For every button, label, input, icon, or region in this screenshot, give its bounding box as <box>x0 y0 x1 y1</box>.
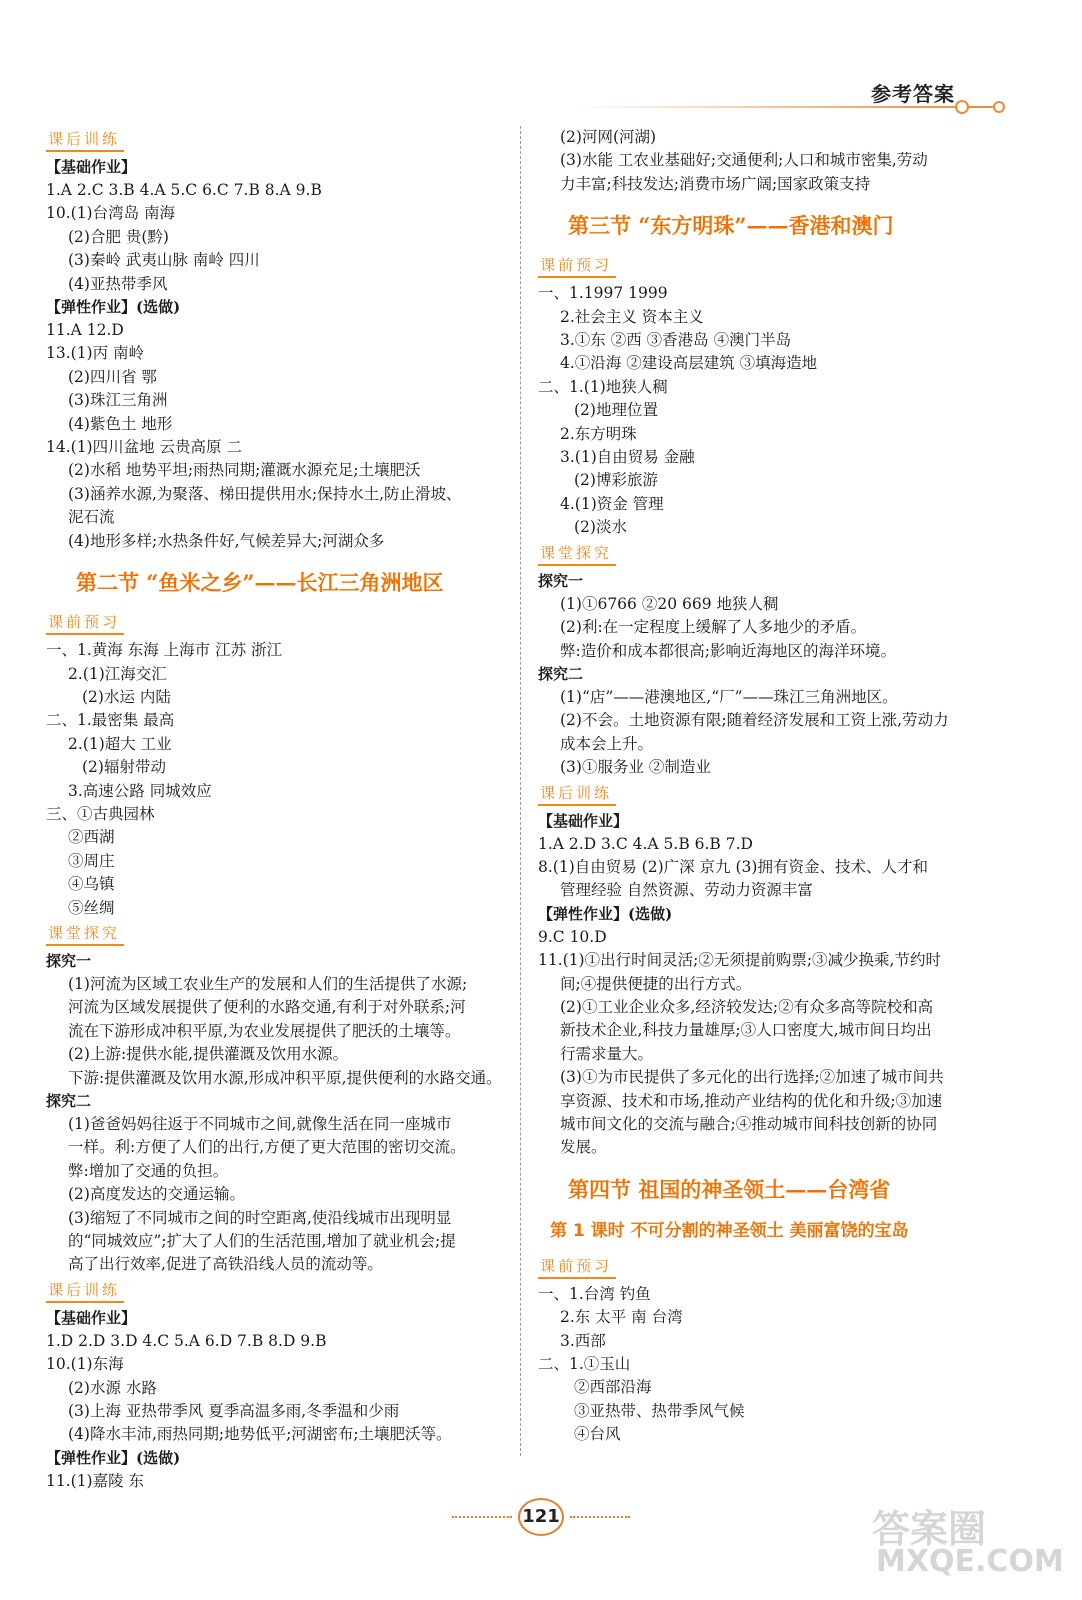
answer-line: 力丰富;科技发达;消费市场广阔;国家政策支持 <box>560 174 871 193</box>
answer-line: ③亚热带、热带季风气候 <box>574 1401 745 1420</box>
section-tag: 课前预习 <box>538 1255 616 1279</box>
answer-line: 二、1.最密集 最高 <box>46 711 175 730</box>
answer-line: (4)地形多样;水热条件好,气候差异大;河湖众多 <box>68 531 385 550</box>
answer-line: (2)不会。土地资源有限;随着经济发展和工资上涨,劳动力 <box>560 711 949 730</box>
answer-line: 城市间文化的交流与融合;④推动城市间科技创新的协同 <box>560 1115 938 1133</box>
section-tag-row <box>538 252 1008 282</box>
section-tag: 课后训练 <box>46 1279 124 1303</box>
sub-heading: 【基础作业】 <box>46 1308 137 1327</box>
answer-line: (2)合肥 贵(黔) <box>68 227 169 246</box>
answer-line: 1.A 2.D 3.C 4.A 5.B 6.B 7.D <box>538 834 753 853</box>
answer-line: 二、1.①玉山 <box>538 1355 631 1374</box>
answer-line: 14.(1)四川盆地 云贵高原 二 <box>46 438 242 457</box>
answer-line: (3)涵养水源,为聚落、梯田提供用水;保持水土,防止滑坡、 <box>68 484 462 503</box>
answer-line: (2)博彩旅游 <box>574 471 658 490</box>
answer-line: (4)紫色土 地形 <box>68 414 173 433</box>
sub-heading: 探究一 <box>538 571 584 590</box>
answer-line: 2.(1)超大 工业 <box>68 734 172 753</box>
footer-dots-right <box>570 1516 630 1518</box>
answer-line: ②西部沿海 <box>574 1378 652 1397</box>
answer-line: (3)秦岭 武夷山脉 南岭 四川 <box>68 251 260 270</box>
header-circle-ornament <box>955 100 969 114</box>
answer-line: (1)①6766 ②20 669 地狭人稠 <box>560 594 779 613</box>
section-tag-row <box>46 609 514 639</box>
answer-line: (3)①服务业 ②制造业 <box>560 758 711 777</box>
answer-line: 2.东 太平 南 台湾 <box>560 1308 683 1327</box>
answer-line: (4)亚热带季风 <box>68 274 168 293</box>
footer-dots-left <box>452 1516 512 1518</box>
answer-line: ②西湖 <box>68 828 115 847</box>
watermark-line2: MXQE.COM <box>876 1544 1064 1579</box>
sub-heading: 探究二 <box>538 664 584 683</box>
section-tag: 课堂探究 <box>46 922 124 946</box>
answer-line: ④乌镇 <box>68 875 115 894</box>
sub-heading: 【弹性作业】(选做) <box>46 1448 181 1467</box>
answer-line: 的“同城效应”;扩大了人们的生活范围,增加了就业机会;提 <box>68 1232 456 1251</box>
answer-line: (2)四川省 鄂 <box>68 367 157 386</box>
answer-line: (2)高度发达的交通运输。 <box>68 1185 245 1204</box>
sub-heading: 【弹性作业】(选做) <box>538 904 673 923</box>
answer-line: 一、1.台湾 钓鱼 <box>538 1284 651 1303</box>
answer-line: 发展。 <box>560 1138 607 1157</box>
answer-line: 高了出行效率,促进了高铁沿线人员的流动等。 <box>68 1255 383 1274</box>
sub-heading: 【弹性作业】(选做) <box>46 298 181 317</box>
section-tag-row <box>46 920 514 950</box>
answer-line: 管理经验 自然资源、劳动力资源丰富 <box>560 881 813 900</box>
answer-line: 1.A 2.C 3.B 4.A 5.C 6.C 7.B 8.A 9.B <box>46 181 322 199</box>
column-divider <box>520 126 521 1456</box>
lesson-heading: 第 1 课时 不可分割的神圣领土 美丽富饶的宝岛 <box>550 1220 909 1241</box>
answer-line: 下游:提供灌溉及饮用水源,形成冲积平原,提供便利的水路交通。 <box>68 1068 502 1087</box>
answer-line: (2)辐射带动 <box>82 758 166 777</box>
answer-line: 一、1.1997 1999 <box>538 284 668 303</box>
answer-line: 3.西部 <box>560 1331 606 1350</box>
answer-line: (2)淡水 <box>574 518 627 537</box>
header-rule-stub <box>969 106 995 108</box>
answer-line: 2.社会主义 资本主义 <box>560 307 704 326</box>
page-number: 121 <box>518 1498 564 1536</box>
answer-line: 间;④提供便捷的出行方式。 <box>560 974 752 993</box>
answer-line: 泥石流 <box>68 508 115 527</box>
watermark-line1: 答案圈 <box>872 1507 987 1551</box>
sub-heading: 探究二 <box>46 1092 92 1110</box>
answer-line: 10.(1)东海 <box>46 1355 124 1374</box>
section-heading: 第二节 “鱼米之乡”——长江三角洲地区 <box>76 570 444 596</box>
answer-line: 弊:增加了交通的负担。 <box>68 1161 229 1180</box>
answer-line: 3.①东 ②西 ③香港岛 ④澳门半岛 <box>560 331 792 350</box>
answer-line: 行需求量大。 <box>560 1044 654 1063</box>
header-circle-ornament-small <box>993 101 1005 113</box>
header-title: 参考答案 <box>871 82 955 106</box>
section-tag-row <box>46 1277 514 1307</box>
answer-line: (2)利:在一定程度上缓解了人多地少的矛盾。 <box>560 618 867 637</box>
answer-line: 成本会上升。 <box>560 734 654 753</box>
answer-line: (4)降水丰沛,雨热同期;地势低平;河湖密布;土壤肥沃等。 <box>68 1425 452 1444</box>
answer-line: (2)地理位置 <box>574 401 658 420</box>
answer-line: (3)缩短了不同城市之间的时空距离,使沿线城市出现明显 <box>68 1208 452 1227</box>
answer-line: ④台风 <box>574 1425 621 1444</box>
answer-line: 9.C 10.D <box>538 927 607 946</box>
right-column <box>538 126 1008 1447</box>
section-tag: 课前预习 <box>46 611 124 635</box>
answer-line: 河流为区域发展提供了便利的水路交通,有利于对外联系;河 <box>68 998 466 1017</box>
section-tag-row <box>46 126 514 156</box>
answer-line: (2)水稻 地势平坦;雨热同期;灌溉水源充足;土壤肥沃 <box>68 461 421 480</box>
section-tag: 课堂探究 <box>538 542 616 566</box>
sub-heading: 探究一 <box>46 951 92 970</box>
answer-line: 新技术企业,科技力量雄厚;③人口密度大,城市间日均出 <box>560 1021 932 1040</box>
section-tag-row <box>538 780 1008 810</box>
answer-line: 3.(1)自由贸易 金融 <box>560 448 695 467</box>
section-tag-row <box>538 1253 1008 1283</box>
answer-line: 三、①古典园林 <box>46 804 155 823</box>
answer-line: 11.A 12.D <box>46 321 124 340</box>
answer-line: (3)水能 工农业基础好;交通便利;人口和城市密集,劳动 <box>560 151 928 170</box>
page-header <box>575 78 1015 118</box>
answer-line: 1.D 2.D 3.D 4.C 5.A 6.D 7.B 8.D 9.B <box>46 1331 327 1350</box>
answer-line: (2)水源 水路 <box>68 1378 157 1397</box>
answer-line: 4.①沿海 ②建设高层建筑 ③填海造地 <box>560 354 818 373</box>
section-tag-row <box>538 540 1008 570</box>
answer-line: 11.(1)①出行时间灵活;②无须提前购票;③减少换乘,节约时 <box>538 951 941 970</box>
section-heading: 第四节 祖国的神圣领土——台湾省 <box>568 1176 891 1202</box>
answer-line: 一、1.黄海 东海 上海市 江苏 浙江 <box>46 641 282 660</box>
answer-line: 11.(1)嘉陵 东 <box>46 1471 145 1490</box>
section-tag: 课后训练 <box>46 128 124 152</box>
answer-line: (2)水运 内陆 <box>82 687 171 706</box>
answer-line: (3)上海 亚热带季风 夏季高温多雨,冬季温和少雨 <box>68 1402 400 1421</box>
answer-line: 弊:造价和成本都很高;影响近海地区的海洋环境。 <box>560 641 896 660</box>
sub-heading: 【基础作业】 <box>46 158 137 176</box>
answer-line: (2)上游:提供水能,提供灌溉及饮用水源。 <box>68 1045 349 1064</box>
answer-line: ③周庄 <box>68 851 115 870</box>
answer-line: 4.(1)资金 管理 <box>560 494 664 513</box>
answer-line: 2.(1)江海交汇 <box>68 664 167 683</box>
answer-line: 流在下游形成冲积平原,为农业发展提供了肥沃的土壤等。 <box>68 1021 461 1040</box>
answer-line: ⑤丝绸 <box>68 898 115 917</box>
answer-line: (1)“店”——港澳地区,“厂”——珠江三角洲地区。 <box>560 687 898 706</box>
answer-line: 10.(1)台湾岛 南海 <box>46 204 176 223</box>
answer-line: 二、1.(1)地狭人稠 <box>538 377 668 396</box>
answer-line: 8.(1)自由贸易 (2)广深 京九 (3)拥有资金、技术、人才和 <box>538 857 928 876</box>
answer-line: (3)珠江三角洲 <box>68 391 168 410</box>
sub-heading: 【基础作业】 <box>538 811 629 830</box>
watermark-logo <box>862 1498 1062 1588</box>
answer-line: (1)爸爸妈妈往返于不同城市之间,就像生活在同一座城市 <box>68 1115 452 1133</box>
section-tag: 课后训练 <box>538 782 616 806</box>
answer-line: 享资源、技术和市场,推动产业结构的优化和升级;③加速 <box>560 1091 943 1110</box>
answer-line: (2)河网(河湖) <box>560 128 657 146</box>
answer-line: 3.高速公路 同城效应 <box>68 781 212 800</box>
answer-line: 一样。利:方便了人们的出行,方便了更大范围的密切交流。 <box>68 1138 466 1157</box>
section-tag: 课前预习 <box>538 254 616 278</box>
answer-line: (3)①为市民提供了多元化的出行选择;②加速了城市间共 <box>560 1068 944 1087</box>
left-column <box>46 126 514 1493</box>
answer-line: 13.(1)丙 南岭 <box>46 344 145 363</box>
answer-line: (2)①工业企业众多,经济较发达;②有众多高等院校和高 <box>560 997 934 1016</box>
header-rule <box>575 106 975 108</box>
answer-line: (1)河流为区域工农业生产的发展和人们的生活提供了水源; <box>68 974 468 993</box>
section-heading: 第三节 “东方明珠”——香港和澳门 <box>568 213 894 239</box>
answer-line: 2.东方明珠 <box>560 424 637 443</box>
